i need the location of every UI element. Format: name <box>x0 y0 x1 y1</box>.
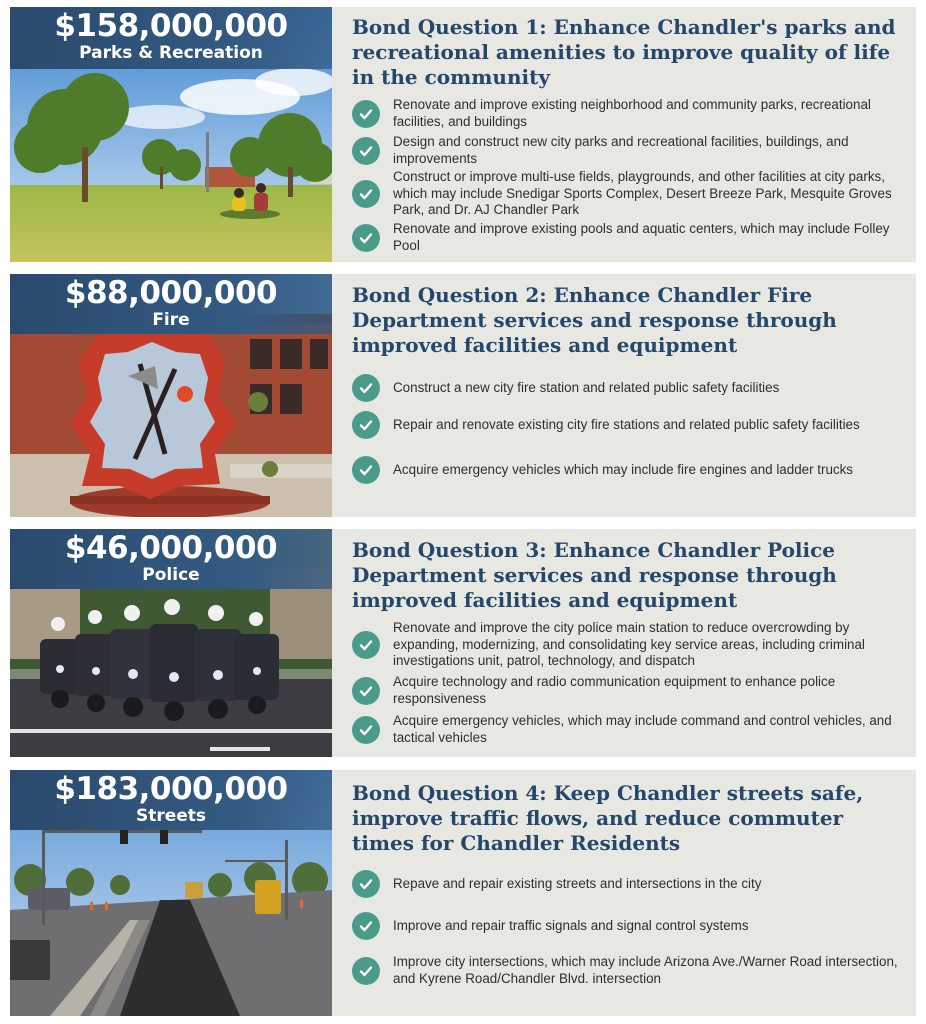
check-icon <box>352 411 380 439</box>
bond-section-fire <box>10 274 916 517</box>
bond-section-parks <box>10 7 916 262</box>
bond-category: Fire <box>152 310 190 330</box>
check-icon <box>352 716 380 744</box>
bond-item <box>352 620 908 670</box>
bond-item-text: Renovate and improve the city police main station to reduce overcrowding by expanding, modernizing, and consolidating key service areas, including criminal investigations unit, patrol, technology, and dispatch <box>393 620 865 668</box>
check-icon <box>352 224 380 252</box>
bond-question-title: Bond Question 3: Enhance Chandler Police Department services and response through improved facilities and equipment <box>352 538 837 612</box>
check-icon <box>352 374 380 402</box>
bond-question-title: Bond Question 1: Enhance Chandler's parks and recreational amenities to improve quality of life in the community <box>352 15 896 89</box>
bond-amount: $183,000,000 <box>54 771 288 807</box>
bond-item <box>352 674 908 707</box>
bond-item <box>352 134 908 167</box>
check-icon <box>352 180 380 208</box>
bond-category: Parks & Recreation <box>79 43 263 63</box>
check-icon <box>352 912 380 940</box>
check-icon <box>352 631 380 659</box>
bond-item-text: Design and construct new city parks and recreational facilities, buildings, and improvements <box>393 134 849 166</box>
bond-content <box>332 7 916 262</box>
bond-item <box>352 97 908 130</box>
bond-item <box>352 713 908 746</box>
bond-item <box>352 954 908 987</box>
bond-item <box>352 912 908 940</box>
check-icon <box>352 100 380 128</box>
bond-content <box>332 770 916 1016</box>
bond-item <box>352 870 908 898</box>
bond-item <box>352 374 908 402</box>
bond-amount: $46,000,000 <box>64 530 278 566</box>
bond-item-text: Improve city intersections, which may include Arizona Ave./Warner Road intersection, and Kyrene Road/Chandler Blvd. intersection <box>393 954 898 986</box>
bond-content <box>332 529 916 757</box>
bond-category: Streets <box>135 806 207 826</box>
bond-question-title: Bond Question 4: Keep Chandler streets safe, improve traffic flows, and reduce commuter times for Chandler Residents <box>352 781 864 855</box>
bond-item-text: Repair and renovate existing city fire stations and related public safety facilities <box>393 416 860 432</box>
bond-amount: $158,000,000 <box>54 8 288 44</box>
bond-item <box>352 169 908 219</box>
bond-item <box>352 411 908 439</box>
bond-question-title: Bond Question 2: Enhance Chandler Fire Department services and response through improved facilities and equipment <box>352 283 837 357</box>
check-icon <box>352 456 380 484</box>
bond-item-text: Construct a new city fire station and related public safety facilities <box>393 379 780 395</box>
bond-item-text: Acquire technology and radio communication equipment to enhance police responsiveness <box>393 674 836 706</box>
amount-banner <box>10 274 332 334</box>
amount-banner <box>10 529 332 589</box>
bond-section-police <box>10 529 916 757</box>
bond-item-text: Acquire emergency vehicles which may include fire engines and ladder trucks <box>393 461 853 477</box>
bond-item <box>352 456 908 484</box>
bond-section-streets <box>10 770 916 1016</box>
check-icon <box>352 137 380 165</box>
check-icon <box>352 870 380 898</box>
bond-amount: $88,000,000 <box>64 275 278 311</box>
bond-item <box>352 221 908 254</box>
amount-banner <box>10 770 332 830</box>
bond-item-text: Repave and repair existing streets and intersections in the city <box>393 875 762 891</box>
check-icon <box>352 957 380 985</box>
bond-item-text: Renovate and improve existing pools and aquatic centers, which may include Folley Pool <box>393 221 890 253</box>
bond-content <box>332 274 916 517</box>
bond-item-text: Renovate and improve existing neighborhood and community parks, recreational facilities, and buildings <box>393 97 871 129</box>
bond-item-text: Acquire emergency vehicles, which may include command and control vehicles, and tactical vehicles <box>393 713 892 745</box>
amount-banner <box>10 7 332 69</box>
bond-category: Police <box>142 565 200 585</box>
bond-item-text: Improve and repair traffic signals and signal control systems <box>393 917 749 933</box>
bond-item-text: Construct or improve multi-use fields, playgrounds, and other facilities at city parks, which may include Snedigar Sports Complex, Desert Breeze Park, Mesquite Groves Park, and Dr. AJ Chandler Park <box>393 169 892 217</box>
check-icon <box>352 677 380 705</box>
